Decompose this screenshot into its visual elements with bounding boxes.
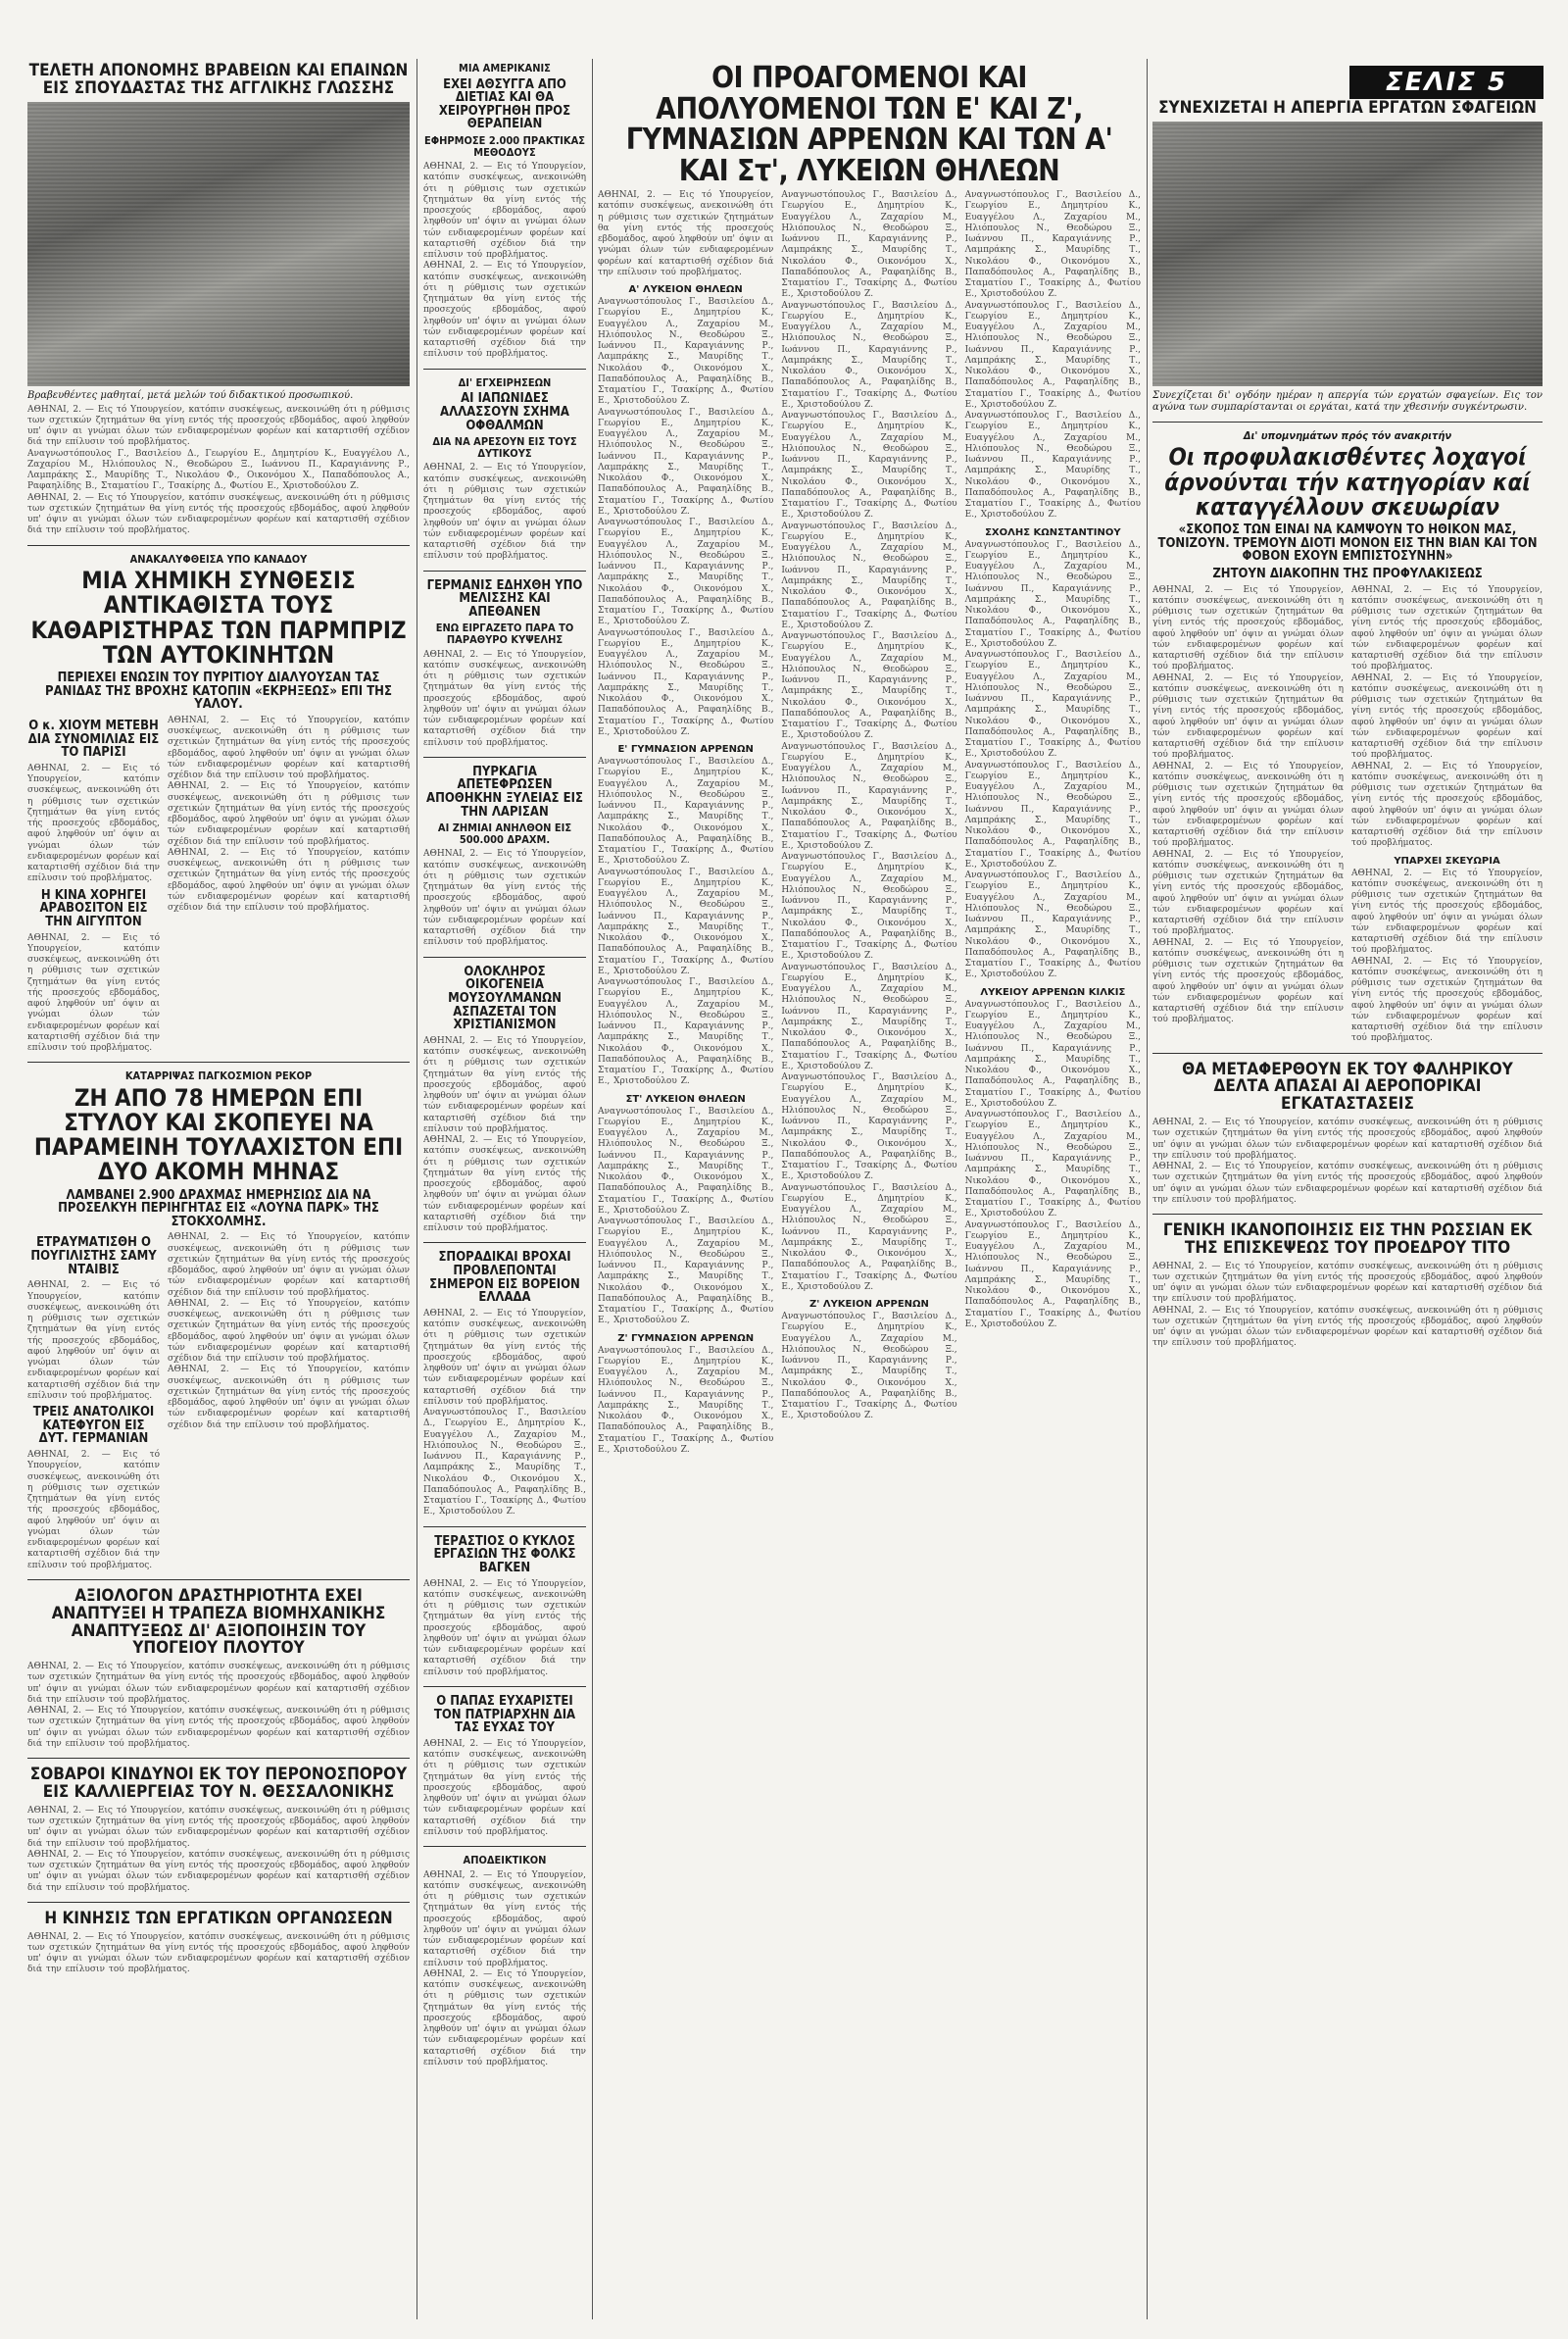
article-text: ΑΘΗΝΑΙ, 2. — Εις τό Υπουργείον, κατόπιν συσκέψεως, ανεκοινώθη ότι η ρύθμισις των σχετικών ζητημάτων θα γίνη εντός τής προσεχούς εβδομάδος, αφού ληφθούν υπ' όψιν αι γνώμαι όλων τών ενδιαφερομένων φορέων καί καταρτισθή σχέδιον διά την επίλυσιν τού προβλήματος. [27,1931,410,1975]
article-text: ΑΘΗΝΑΙ, 2. — Εις τό Υπουργείον, κατόπιν συσκέψεως, ανεκοινώθη ότι η ρύθμισις των σχετικών ζητημάτων θα γίνη εντός τής προσεχούς εβδομάδος, αφού ληφθούν υπ' όψιν αι γνώμαι όλων τών ενδιαφερομένων φορέων καί καταρτισθή σχέδιον διά την επίλυσιν τού προβλήματος. [1351,956,1543,1044]
column-schools [598,59,1141,2319]
column-second [423,59,586,2319]
section-kilkis: ΛΥΚΕΙΟΥ ΑΡΡΕΝΩΝ ΚΙΛΚΙΣ [980,986,1126,998]
names-list: Αναγνωστόπουλος Γ., Βασιλείου Δ., Γεωργίου Ε., Δημητρίου Κ., Ευαγγέλου Λ., Ζαχαρίου Μ., Ηλιόπουλος Ν., Θεοδώρου Ξ., Ιωάννου Π., Καραγιάννης Ρ., Λαμπράκης Σ., Μαυρίδης Τ., Νικολάου Φ., Οικονόμου Χ., Παπαδόπουλος Α., Ραφαηλίδης Β., Σταματίου Γ., Τσακίρης Δ., Φωτίου Ε., Χριστοδούλου Ζ. [781,190,957,300]
article-text: ΑΘΗΝΑΙ, 2. — Εις τό Υπουργείον, κατόπιν συσκέψεως, ανεκοινώθη ότι η ρύθμισις των σχετικών ζητημάτων θα γίνη εντός τής προσεχούς εβδομάδος, αφού ληφθούν υπ' όψιν αι γνώμαι όλων τών ενδιαφερομένων φορέων καί καταρτισθή σχέδιον διά την επίλυσιν τού προβλήματος. [423,1968,586,2067]
article-text: ΑΘΗΝΑΙ, 2. — Εις τό Υπουργείον, κατόπιν συσκέψεως, ανεκοινώθη ότι η ρύθμισις των σχετικών ζητημάτων θα γίνη εντός τής προσεχούς εβδομάδος, αφού ληφθούν υπ' όψιν αι γνώμαι όλων τών ενδιαφερομένων φορέων καί καταρτισθή σχέδιον διά την επίλυσιν τού προβλήματος. [168,1298,410,1365]
names-list: Αναγνωστόπουλος Γ., Βασιλείου Δ., Γεωργίου Ε., Δημητρίου Κ., Ευαγγέλου Λ., Ζαχαρίου Μ., Ηλιόπουλος Ν., Θεοδώρου Ξ., Ιωάννου Π., Καραγιάννης Ρ., Λαμπράκης Σ., Μαυρίδης Τ., Νικολάου Φ., Οικονόμου Χ., Παπαδόπουλος Α., Ραφαηλίδης Β., Σταματίου Γ., Τσακίρης Δ., Φωτίου Ε., Χριστοδούλου Ζ. [598,407,774,517]
article-text: ΑΘΗΝΑΙ, 2. — Εις τό Υπουργείον, κατόπιν συσκέψεως, ανεκοινώθη ότι η ρύθμισις των σχετικών ζητημάτων θα γίνη εντός τής προσεχούς εβδομάδος, αφού ληφθούν υπ' όψιν αι γνώμαι όλων τών ενδιαφερομένων φορέων καί καταρτισθή σχέδιον διά την επίλυσιν τού προβλήματος. [423,162,586,261]
section-z-gymnasium: Ζ' ΓΥΜΝΑΣΙΟΝ ΑΡΡΕΝΩΝ [617,1332,755,1344]
article-text: Αναγνωστόπουλος Γ., Βασιλείου Δ., Γεωργίου Ε., Δημητρίου Κ., Ευαγγέλου Λ., Ζαχαρίου Μ., Ηλιόπουλος Ν., Θεοδώρου Ξ., Ιωάννου Π., Καραγιάννης Ρ., Λαμπράκης Σ., Μαυρίδης Τ., Νικολάου Φ., Οικονόμου Χ., Παπαδόπουλος Α., Ραφαηλίδης Β., Σταματίου Γ., Τσακίρης Δ., Φωτίου Ε., Χριστοδούλου Ζ. [27,448,410,492]
article-text: ΑΘΗΝΑΙ, 2. — Εις τό Υπουργείον, κατόπιν συσκέψεως, ανεκοινώθη ότι η ρύθμισις των σχετικών ζητημάτων θα γίνη εντός τής προσεχούς εβδομάδος, αφού ληφθούν υπ' όψιν αι γνώμαι όλων τών ενδιαφερομένων φορέων καί καταρτισθή σχέδιον διά την επίλυσιν τού προβλήματος. [1152,1305,1543,1349]
article-text: ΑΘΗΝΑΙ, 2. — Εις τό Υπουργείον, κατόπιν συσκέψεως, ανεκοινώθη ότι η ρύθμισις των σχετικών ζητημάτων θα γίνη εντός τής προσεχούς εβδομάδος, αφού ληφθούν υπ' όψιν αι γνώμαι όλων τών ενδιαφερομένων φορέων καί καταρτισθή σχέδιον διά την επίλυσιν τού προβλήματος. [1152,584,1344,672]
surgery-subheadline: ΔΙΑ ΝΑ ΑΡΕΣΟΥΝ ΕΙΣ ΤΟΥΣ ΔΥΤΙΚΟΥΣ [432,435,577,460]
peronospora-headline: ΣΟΒΑΡΟΙ ΚΙΝΔΥΝΟΙ ΕΚ ΤΟΥ ΠΕΡΟΝΟΣΠΟΡΟΥ ΕΙΣ ΚΑΛΛΙΕΡΓΕΙΑΣ ΤΟΥ Ν. ΘΕΣΣΑΛΟΝΙΚΗΣ [29,1765,408,1803]
names-list: Αναγνωστόπουλος Γ., Βασιλείου Δ., Γεωργίου Ε., Δημητρίου Κ., Ευαγγέλου Λ., Ζαχαρίου Μ., Ηλιόπουλος Ν., Θεοδώρου Ξ., Ιωάννου Π., Καραγιάννης Ρ., Λαμπράκης Σ., Μαυρίδης Τ., Νικολάου Φ., Οικονόμου Χ., Παπαδόπουλος Α., Ραφαηλίδης Β., Σταματίου Γ., Τσακίρης Δ., Φωτίου Ε., Χριστοδούλου Ζ. [964,650,1141,760]
names-list: Αναγνωστόπουλος Γ., Βασιλείου Δ., Γεωργίου Ε., Δημητρίου Κ., Ευαγγέλου Λ., Ζαχαρίου Μ., Ηλιόπουλος Ν., Θεοδώρου Ξ., Ιωάννου Π., Καραγιάννης Ρ., Λαμπράκης Σ., Μαυρίδης Τ., Νικολάου Φ., Οικονόμου Χ., Παπαδόπουλος Α., Ραφαηλίδης Β., Σταματίου Γ., Τσακίρης Δ., Φωτίου Ε., Χριστοδούλου Ζ. [964,190,1141,300]
article-text: ΑΘΗΝΑΙ, 2. — Εις τό Υπουργείον, κατόπιν συσκέψεως, ανεκοινώθη ότι η ρύθμισις των σχετικών ζητημάτων θα γίνη εντός τής προσεχούς εβδομάδος, αφού ληφθούν υπ' όψιν αι γνώμαι όλων τών ενδιαφερομένων φορέων καί καταρτισθή σχέδιον διά την επίλυσιν τού προβλήματος. [27,1450,160,1570]
names-list: Αναγνωστόπουλος Γ., Βασιλείου Δ., Γεωργίου Ε., Δημητρίου Κ., Ευαγγέλου Λ., Ζαχαρίου Μ., Ηλιόπουλος Ν., Θεοδώρου Ξ., Ιωάννου Π., Καραγιάννης Ρ., Λαμπράκης Σ., Μαυρίδης Τ., Νικολάου Φ., Οικονόμου Χ., Παπαδόπουλος Α., Ραφαηλίδης Β., Σταματίου Γ., Τσακίρης Δ., Φωτίου Ε., Χριστοδούλου Ζ. [598,518,774,627]
names-list: Αναγνωστόπουλος Γ., Βασιλείου Δ., Γεωργίου Ε., Δημητρίου Κ., Ευαγγέλου Λ., Ζαχαρίου Μ., Ηλιόπουλος Ν., Θεοδώρου Ξ., Ιωάννου Π., Καραγιάννης Ρ., Λαμπράκης Σ., Μαυρίδης Τ., Νικολάου Φ., Οικονόμου Χ., Παπαδόπουλος Α., Ραφαηλίδης Β., Σταματίου Γ., Τσακίρης Δ., Φωτίου Ε., Χριστοδούλου Ζ. [781,852,957,962]
names-list: Αναγνωστόπουλος Γ., Βασιλείου Δ., Γεωργίου Ε., Δημητρίου Κ., Ευαγγέλου Λ., Ζαχαρίου Μ., Ηλιόπουλος Ν., Θεοδώρου Ξ., Ιωάννου Π., Καραγιάννης Ρ., Λαμπράκης Σ., Μαυρίδης Τ., Νικολάου Φ., Οικονόμου Χ., Παπαδόπουλος Α., Ραφαηλίδης Β., Σταματίου Γ., Τσακίρης Δ., Φωτίου Ε., Χριστοδούλου Ζ. [964,539,1141,649]
awards-photo-caption: Βραβευθέντες μαθηταί, μετά μελών τού διδακτικού προσωπικού. [27,389,354,401]
article-text: ΑΘΗΝΑΙ, 2. — Εις τό Υπουργείον, κατόπιν συσκέψεως, ανεκοινώθη ότι η ρύθμισις των σχετικών ζητημάτων θα γίνη εντός τής προσεχούς εβδομάδος, αφού ληφθούν υπ' όψιν αι γνώμαι όλων τών ενδιαφερομένων φορέων καί καταρτισθή σχέδιον διά την επίλυσιν τού προβλήματος. [1152,672,1344,761]
article-text: Αναγνωστόπουλος Γ., Βασιλείου Δ., Γεωργίου Ε., Δημητρίου Κ., Ευαγγέλου Λ., Ζαχαρίου Μ., Ηλιόπουλος Ν., Θεοδώρου Ξ., Ιωάννου Π., Καραγιάννης Ρ., Λαμπράκης Σ., Μαυρίδης Τ., Νικολάου Φ., Οικονόμου Χ., Παπαδόπουλος Α., Ραφαηλίδης Β., Σταματίου Γ., Τσακίρης Δ., Φωτίου Ε., Χριστοδούλου Ζ. [423,1408,586,1518]
suspicion-subheadline: ΥΠΑΡΧΕΙ ΣΚΕΥΩΡΙΑ [1394,855,1500,867]
article-text: ΑΘΗΝΑΙ, 2. — Εις τό Υπουργείον, κατόπιν συσκέψεως, ανεκοινώθη ότι η ρύθμισις των σχετικών ζητημάτων θα γίνη εντός τής προσεχούς εβδομάδος, αφού ληφθούν υπ' όψιν αι γνώμαι όλων τών ενδιαφερομένων φορέων καί καταρτισθή σχέδιον διά την επίλυσιν τού προβλήματος. [423,1308,586,1407]
names-list: Αναγνωστόπουλος Γ., Βασιλείου Δ., Γεωργίου Ε., Δημητρίου Κ., Ευαγγέλου Λ., Ζαχαρίου Μ., Ηλιόπουλος Ν., Θεοδώρου Ξ., Ιωάννου Π., Καραγιάννης Ρ., Λαμπράκης Σ., Μαυρίδης Τ., Νικολάου Φ., Οικονόμου Χ., Παπαδόπουλος Α., Ραφαηλίδης Β., Σταματίου Γ., Τσακίρης Δ., Φωτίου Ε., Χριστοδούλου Ζ. [964,999,1141,1109]
names-list: Αναγνωστόπουλος Γ., Βασιλείου Δ., Γεωργίου Ε., Δημητρίου Κ., Ευαγγέλου Λ., Ζαχαρίου Μ., Ηλιόπουλος Ν., Θεοδώρου Ξ., Ιωάννου Π., Καραγιάννης Ρ., Λαμπράκης Σ., Μαυρίδης Τ., Νικολάου Φ., Οικονόμου Χ., Παπαδόπουλος Α., Ραφαηλίδης Β., Σταματίου Γ., Τσακίρης Δ., Φωτίου Ε., Χριστοδούλου Ζ. [781,741,957,851]
strike-headline: ΣΥΝΕΧΙΖΕΤΑΙ Η ΑΠΕΡΓΙΑ ΕΡΓΑΤΩΝ ΣΦΑΓΕΙΩΝ [1158,98,1537,118]
divider [1152,1214,1543,1215]
names-list: Αναγνωστόπουλος Γ., Βασιλείου Δ., Γεωργίου Ε., Δημητρίου Κ., Ευαγγέλου Λ., Ζαχαρίου Μ., Ηλιόπουλος Ν., Θεοδώρου Ξ., Ιωάννου Π., Καραγιάννης Ρ., Λαμπράκης Σ., Μαυρίδης Τ., Νικολάου Φ., Οικονόμου Χ., Παπαδόπουλος Α., Ραφαηλίδης Β., Σταματίου Γ., Τσακίρης Δ., Φωτίου Ε., Χριστοδούλου Ζ. [781,521,957,630]
names-list: Αναγνωστόπουλος Γ., Βασιλείου Δ., Γεωργίου Ε., Δημητρίου Κ., Ευαγγέλου Λ., Ζαχαρίου Μ., Ηλιόπουλος Ν., Θεοδώρου Ξ., Ιωάννου Π., Καραγιάννης Ρ., Λαμπράκης Σ., Μαυρίδης Τ., Νικολάου Φ., Οικονόμου Χ., Παπαδόπουλος Α., Ραφαηλίδης Β., Σταματίου Γ., Τσακίρης Δ., Φωτίου Ε., Χριστοδούλου Ζ. [781,300,957,410]
article-text: ΑΘΗΝΑΙ, 2. — Εις τό Υπουργείον, κατόπιν συσκέψεως, ανεκοινώθη ότι η ρύθμισις των σχετικών ζητημάτων θα γίνη εντός τής προσεχούς εβδομάδος, αφού ληφθούν υπ' όψιν αι γνώμαι όλων τών ενδιαφερομένων φορέων καί καταρτισθή σχέδιον διά την επίλυσιν τού προβλήματος. [423,261,586,360]
divider [423,369,586,370]
article-text: ΑΘΗΝΑΙ, 2. — Εις τό Υπουργείον, κατόπιν συσκέψεως, ανεκοινώθη ότι η ρύθμισις των σχετικών ζητημάτων θα γίνη εντός τής προσεχούς εβδομάδος, αφού ληφθούν υπ' όψιν αι γνώμαι όλων τών ενδιαφερομένων φορέων καί καταρτισθή σχέδιον διά την επίλυσιν τού προβλήματος. [1351,761,1543,849]
names-list: Αναγνωστόπουλος Γ., Βασιλείου Δ., Γεωργίου Ε., Δημητρίου Κ., Ευαγγέλου Λ., Ζαχαρίου Μ., Ηλιόπουλος Ν., Θεοδώρου Ξ., Ιωάννου Π., Καραγιάννης Ρ., Λαμπράκης Σ., Μαυρίδης Τ., Νικολάου Φ., Οικονόμου Χ., Παπαδόπουλος Α., Ραφαηλίδης Β., Σταματίου Γ., Τσακίρης Δ., Φωτίου Ε., Χριστοδούλου Ζ. [598,867,774,976]
surgery-kicker: ΔΙ' ΕΓΧΕΙΡΗΣΕΩΝ [458,375,552,389]
article-text: ΑΘΗΝΑΙ, 2. — Εις τό Υπουργείον, κατόπιν συσκέψεως, ανεκοινώθη ότι η ρύθμισις των σχετικών ζητημάτων θα γίνη εντός τής προσεχούς εβδομάδος, αφού ληφθούν υπ' όψιν αι γνώμαι όλων τών ενδιαφερομένων φορέων καί καταρτισθή σχέδιον διά την επίλυσιν τού προβλήματος. [27,1706,410,1749]
divider [423,757,586,758]
article-text: ΑΘΗΝΑΙ, 2. — Εις τό Υπουργείον, κατόπιν συσκέψεως, ανεκοινώθη ότι η ρύθμισις των σχετικών ζητημάτων θα γίνη εντός τής προσεχούς εβδομάδος, αφού ληφθούν υπ' όψιν αι γνώμαι όλων τών ενδιαφερομένων φορέων καί καταρτισθή σχέδιον διά την επίλυσιν τού προβλήματος. [1152,1261,1543,1305]
article-text: ΑΘΗΝΑΙ, 2. — Εις τό Υπουργείον, κατόπιν συσκέψεως, ανεκοινώθη ότι η ρύθμισις των σχετικών ζητημάτων θα γίνη εντός τής προσεχούς εβδομάδος, αφού ληφθούν υπ' όψιν αι γνώμαι όλων τών ενδιαφερομένων φορέων καί καταρτισθή σχέδιον διά την επίλυσιν τού προβλήματος. [1152,1118,1543,1161]
article-text: ΑΘΗΝΑΙ, 2. — Εις τό Υπουργείον, κατόπιν συσκέψεως, ανεκοινώθη ότι η ρύθμισις των σχετικών ζητημάτων θα γίνη εντός τής προσεχούς εβδομάδος, αφού ληφθούν υπ' όψιν αι γνώμαι όλων τών ενδιαφερομένων φορέων καί καταρτισθή σχέδιον διά την επίλυσιν τού προβλήματος. [598,190,774,277]
american-kicker: ΜΙΑ ΑΜΕΡΙΚΑΝΙΣ [459,62,551,75]
canada-kicker: ΑΝΑΚΑΛΥΦΘΕΙΣΑ ΥΠΟ ΚΑΝΑΔΟΥ [129,552,308,566]
divider [27,1062,410,1063]
article-text: ΑΘΗΝΑΙ, 2. — Εις τό Υπουργείον, κατόπιν συσκέψεως, ανεκοινώθη ότι η ρύθμισις των σχετικών ζητημάτων θα γίνη εντός τής προσεχούς εβδομάδος, αφού ληφθούν υπ' όψιν αι γνώμαι όλων τών ενδιαφερομένων φορέων καί καταρτισθή σχέδιον διά την επίλυσιν τού προβλήματος. [27,1805,410,1849]
record-headline: ΖΗ ΑΠΟ 78 ΗΜΕΡΩΝ ΕΠΙ ΣΤΥΛΟΥ ΚΑΙ ΣΚΟΠΕΥΕΙ ΝΑ ΠΑΡΑΜΕΙΝΗ ΤΟΥΛΑΧΙΣΤΟΝ ΕΠΙ ΔΥΟ ΑΚΟΜΗ ΜΗΝΑΣ [33,1083,404,1186]
names-list: Αναγνωστόπουλος Γ., Βασιλείου Δ., Γεωργίου Ε., Δημητρίου Κ., Ευαγγέλου Λ., Ζαχαρίου Μ., Ηλιόπουλος Ν., Θεοδώρου Ξ., Ιωάννου Π., Καραγιάννης Ρ., Λαμπράκης Σ., Μαυρίδης Τ., Νικολάου Φ., Οικονόμου Χ., Παπαδόπουλος Α., Ραφαηλίδης Β., Σταματίου Γ., Τσακίρης Δ., Φωτίου Ε., Χριστοδούλου Ζ. [781,631,957,741]
column-right [1152,96,1543,2319]
names-list: Αναγνωστόπουλος Γ., Βασιλείου Δ., Γεωργίου Ε., Δημητρίου Κ., Ευαγγέλου Λ., Ζαχαρίου Μ., Ηλιόπουλος Ν., Θεοδώρου Ξ., Ιωάννου Π., Καραγιάννης Ρ., Λαμπράκης Σ., Μαυρίδης Τ., Νικολάου Φ., Οικονόμου Χ., Παπαδόπουλος Α., Ραφαηλίδης Β., Σταματίου Γ., Τσακίρης Δ., Φωτίου Ε., Χριστοδούλου Ζ. [781,962,957,1071]
column-rule [1147,59,1148,2319]
article-text: ΑΘΗΝΑΙ, 2. — Εις τό Υπουργείον, κατόπιν συσκέψεως, ανεκοινώθη ότι η ρύθμισις των σχετικών ζητημάτων θα γίνη εντός τής προσεχούς εβδομάδος, αφού ληφθούν υπ' όψιν αι γνώμαι όλων τών ενδιαφερομένων φορέων καί καταρτισθή σχέδιον διά την επίλυσιν τού προβλήματος. [1351,584,1543,672]
divider [423,1686,586,1687]
article-text: ΑΘΗΝΑΙ, 2. — Εις τό Υπουργείον, κατόπιν συσκέψεως, ανεκοινώθη ότι η ρύθμισις των σχετικών ζητημάτων θα γίνη εντός τής προσεχούς εβδομάδος, αφού ληφθούν υπ' όψιν αι γνώμαι όλων τών ενδιαφερομένων φορέων καί καταρτισθή σχέδιον διά την επίλυσιν τού προβλήματος. [168,1365,410,1430]
divider [423,1242,586,1243]
section-st-lyceum: ΣΤ' ΛΥΚΕΙΟΝ ΘΗΛΕΩΝ [625,1093,746,1105]
divider [27,1902,410,1903]
canada-subheadline: ΠΕΡΙΕΧΕΙ ΕΝΩΣΙΝ ΤΟΥ ΠΥΡΙΤΙΟΥ ΔΙΑΛΥΟΥΣΑΝ ΤΑΣ ΡΑΝΙΔΑΣ ΤΗΣ ΒΡΟΧΗΣ ΚΑΤΟΠΙΝ «ΕΚΡΗΞΕΩΣ» ΕΠΙ ΤΗΣ ΥΑΛΟΥ. [45,670,392,713]
american-headline: ΕΧΕΙ ΑΘΣΥΓΓΑ ΑΠΟ ΔΙΕΤΙΑΣ ΚΑΙ ΘΑ ΧΕΙΡΟΥΡΓΗΘΗ ΠΡΟΣ ΘΕΡΑΠΕΙΑΝ [438,76,571,132]
article-text: ΑΘΗΝΑΙ, 2. — Εις τό Υπουργείον, κατόπιν συσκέψεως, ανεκοινώθη ότι η ρύθμισις των σχετικών ζητημάτων θα γίνη εντός τής προσεχούς εβδομάδος, αφού ληφθούν υπ' όψιν αι γνώμαι όλων τών ενδιαφερομένων φορέων καί καταρτισθή σχέδιον διά την επίλυσιν τού προβλήματος. [1351,868,1543,956]
names-list: Αναγνωστόπουλος Γ., Βασιλείου Δ., Γεωργίου Ε., Δημητρίου Κ., Ευαγγέλου Λ., Ζαχαρίου Μ., Ηλιόπουλος Ν., Θεοδώρου Ξ., Ιωάννου Π., Καραγιάννης Ρ., Λαμπράκης Σ., Μαυρίδης Τ., Νικολάου Φ., Οικονόμου Χ., Παπαδόπουλος Α., Ραφαηλίδης Β., Σταματίου Γ., Τσακίρης Δ., Φωτίου Ε., Χριστοδούλου Ζ. [781,1182,957,1292]
names-list: Αναγνωστόπουλος Γ., Βασιλείου Δ., Γεωργίου Ε., Δημητρίου Κ., Ευαγγέλου Λ., Ζαχαρίου Μ., Ηλιόπουλος Ν., Θεοδώρου Ξ., Ιωάννου Π., Καραγιάννης Ρ., Λαμπράκης Σ., Μαυρίδης Τ., Νικολάου Φ., Οικονόμου Χ., Παπαδόπουλος Α., Ραφαηλίδης Β., Σταματίου Γ., Τσακίρης Δ., Φωτίου Ε., Χριστοδούλου Ζ. [964,411,1141,521]
article-text: ΑΘΗΝΑΙ, 2. — Εις τό Υπουργείον, κατόπιν συσκέψεως, ανεκοινώθη ότι η ρύθμισις των σχετικών ζητημάτων θα γίνη εντός τής προσεχούς εβδομάδος, αφού ληφθούν υπ' όψιν αι γνώμαι όλων τών ενδιαφερομένων φορέων καί καταρτισθή σχέδιον διά την επίλυσιν τού προβλήματος. [423,649,586,748]
divider [1152,1053,1543,1054]
canada-headline: ΜΙΑ ΧΗΜΙΚΗ ΣΥΝΘΕΣΙΣ ΑΝΤΙΚΑΘΙΣΤΑ ΤΟΥΣ ΚΑΘΑΡΙΣΤΗΡΑΣ ΤΩΝ ΠΑΡΜΠΡΙΖ ΤΩΝ ΑΥΤΟΚΙΝΗΤΩΝ [30,567,407,669]
record-kicker: ΚΑΤΑΡΡΙΨΑΣ ΠΑΓΚΟΣΜΙΟΝ ΡΕΚΟΡ [124,1070,313,1083]
article-text: ΑΘΗΝΑΙ, 2. — Εις τό Υπουργείον, κατόπιν συσκέψεως, ανεκοινώθη ότι η ρύθμισις των σχετικών ζητημάτων θα γίνη εντός τής προσεχούς εβδομάδος, αφού ληφθούν υπ' όψιν αι γνώμαι όλων τών ενδιαφερομένων φορέων καί καταρτισθή σχέδιον διά την επίλυσιν τού προβλήματος. [27,932,160,1053]
article-text: ΑΘΗΝΑΙ, 2. — Εις τό Υπουργείον, κατόπιν συσκέψεως, ανεκοινώθη ότι η ρύθμισις των σχετικών ζητημάτων θα γίνη εντός τής προσεχούς εβδομάδος, αφού ληφθούν υπ' όψιν αι γνώμαι όλων τών ενδιαφερομένων φορέων καί καταρτισθή σχέδιον διά την επίλυσιν τού προβλήματος. [168,847,410,914]
divider [27,545,410,546]
names-list: Αναγνωστόπουλος Γ., Βασιλείου Δ., Γεωργίου Ε., Δημητρίου Κ., Ευαγγέλου Λ., Ζαχαρίου Μ., Ηλιόπουλος Ν., Θεοδώρου Ξ., Ιωάννου Π., Καραγιάννης Ρ., Λαμπράκης Σ., Μαυρίδης Τ., Νικολάου Φ., Οικονόμου Χ., Παπαδόπουλος Α., Ραφαηλίδης Β., Σταματίου Γ., Τσακίρης Δ., Φωτίου Ε., Χριστοδούλου Ζ. [964,1219,1141,1329]
article-text: ΑΘΗΝΑΙ, 2. — Εις τό Υπουργείον, κατόπιν συσκέψεως, ανεκοινώθη ότι η ρύθμισις των σχετικών ζητημάτων θα γίνη εντός τής προσεχούς εβδομάδος, αφού ληφθούν υπ' όψιν αι γνώμαι όλων τών ενδιαφερομένων φορέων καί καταρτισθή σχέδιον διά την επίλυσιν τού προβλήματος. [423,1869,586,1968]
rain-headline: ΣΠΟΡΑΔΙΚΑΙ ΒΡΟΧΑΙ ΠΡΟΒΛΕΠΟΝΤΑΙ ΣΗΜΕΡΟΝ ΕΙΣ ΒΟΡΕΙΟΝ ΕΛΛΑΔΑ [429,1250,580,1306]
russia-headline: ΓΕΝΙΚΗ ΙΚΑΝΟΠΟΙΗΣΙΣ ΕΙΣ ΤΗΝ ΡΩΣΣΙΑΝ ΕΚ ΤΗΣ ΕΠΙΣΚΕΨΕΩΣ ΤΟΥ ΠΡΟΕΔΡΟΥ ΤΙΤΟ [1162,1220,1533,1258]
boxer-headline: ΕΤΡΑΥΜΑΤΙΣΘΗ Ο ΠΟΥΓΙΛΙΣΤΗΣ ΣΑΜΥ ΝΤΑΙΒΙΣ [30,1235,157,1277]
awards-photo [27,102,410,386]
section-label: ΣΕΛΙΣ 5 [1349,66,1544,99]
german-subheadline: ΕΝΩ ΕΙΡΓΑΖΕΤΟ ΠΑΡΑ ΤΟ ΠΑΡΑΘΥΡΟ ΚΥΨΕΛΗΣ [435,622,574,646]
article-text: ΑΘΗΝΑΙ, 2. — Εις τό Υπουργείον, κατόπιν συσκέψεως, ανεκοινώθη ότι η ρύθμισις των σχετικών ζητημάτων θα γίνη εντός τής προσεχούς εβδομάδος, αφού ληφθούν υπ' όψιν αι γνώμαι όλων τών ενδιαφερομένων φορέων καί καταρτισθή σχέδιον διά την επίλυσιν τού προβλήματος. [1152,937,1344,1025]
names-list: Αναγνωστόπουλος Γ., Βασιλείου Δ., Γεωργίου Ε., Δημητρίου Κ., Ευαγγέλου Λ., Ζαχαρίου Μ., Ηλιόπουλος Ν., Θεοδώρου Ξ., Ιωάννου Π., Καραγιάννης Ρ., Λαμπράκης Σ., Μαυρίδης Τ., Νικολάου Φ., Οικονόμου Χ., Παπαδόπουλος Α., Ραφαηλίδης Β., Σταματίου Γ., Τσακίρης Δ., Φωτίου Ε., Χριστοδούλου Ζ. [781,411,957,521]
section-a-lyceum: Α' ΛΥΚΕΙΟΝ ΘΗΛΕΩΝ [628,284,743,295]
divider [423,957,586,958]
article-text: ΑΘΗΝΑΙ, 2. — Εις τό Υπουργείον, κατόπιν συσκέψεως, ανεκοινώθη ότι η ρύθμισις των σχετικών ζητημάτων θα γίνη εντός τής προσεχούς εβδομάδος, αφού ληφθούν υπ' όψιν αι γνώμαι όλων τών ενδιαφερομένων φορέων καί καταρτισθή σχέδιον διά την επίλυσιν τού προβλήματος. [423,849,586,948]
names-list: Αναγνωστόπουλος Γ., Βασιλείου Δ., Γεωργίου Ε., Δημητρίου Κ., Ευαγγέλου Λ., Ζαχαρίου Μ., Ηλιόπουλος Ν., Θεοδώρου Ξ., Ιωάννου Π., Καραγιάννης Ρ., Λαμπράκης Σ., Μαυρίδης Τ., Νικολάου Φ., Οικονόμου Χ., Παπαδόπουλος Α., Ραφαηλίδης Β., Σταματίου Γ., Τσακίρης Δ., Φωτίου Ε., Χριστοδούλου Ζ. [964,871,1141,980]
surgery-headline: ΑΙ ΙΑΠΩΝΙΔΕΣ ΑΛΛΑΣΣΟΥΝ ΣΧΗΜΑ ΟΦΘΑΛΜΩΝ [440,391,569,433]
divider [27,1579,410,1580]
article-text: ΑΘΗΝΑΙ, 2. — Εις τό Υπουργείον, κατόπιν συσκέψεως, ανεκοινώθη ότι η ρύθμισις των σχετικών ζητημάτων θα γίνη εντός τής προσεχούς εβδομάδος, αφού ληφθούν υπ' όψιν αι γνώμαι όλων τών ενδιαφερομένων φορέων καί καταρτισθή σχέδιον διά την επίλυσιν τού προβλήματος. [423,1035,586,1134]
awards-headline: ΤΕΛΕΤΗ ΑΠΟΝΟΜΗΣ ΒΡΑΒΕΙΩΝ ΚΑΙ ΕΠΑΙΝΩΝ ΕΙΣ ΣΠΟΥΔΑΣΤΑΣ ΤΗΣ ΑΓΓΛΙΚΗΣ ΓΛΩΣΣΗΣ [28,61,409,98]
record-subheadline: ΛΑΜΒΑΝΕΙ 2.900 ΔΡΑΧΜΑΣ ΗΜΕΡΗΣΙΩΣ ΔΙΑ ΝΑ ΠΡΟΣΕΛΚΥΗ ΠΕΡΙΗΓΗΤΑΣ ΕΙΣ «ΛΟΥΝΑ ΠΑΡΚ» ΤΗΣ ΣΤΟΚΧΟΛΜΗΣ. [58,1187,379,1229]
article-text: ΑΘΗΝΑΙ, 2. — Εις τό Υπουργείον, κατόπιν συσκέψεως, ανεκοινώθη ότι η ρύθμισις των σχετικών ζητημάτων θα γίνη εντός τής προσεχούς εβδομάδος, αφού ληφθούν υπ' όψιν αι γνώμαι όλων τών ενδιαφερομένων φορέων καί καταρτισθή σχέδιον διά την επίλυσιν τού προβλήματος. [423,1135,586,1234]
german-headline: ΓΕΡΜΑΝΙΣ ΕΔΗΧΘΗ ΥΠΟ ΜΕΛΙΣΣΗΣ ΚΑΙ ΑΠΕΘΑΝΕΝ [426,577,583,620]
strike-photo-caption: Συνεχίζεται δι' ογδόην ημέραν η απεργία τών εργατών σφαγείων. Εις τον αγώνα των συμπαρίστανται οι εργάται, κατά την χθεσινήν συγκέντρωσιν. [1152,389,1543,413]
article-text: ΑΘΗΝΑΙ, 2. — Εις τό Υπουργείον, κατόπιν συσκέψεως, ανεκοινώθη ότι η ρύθμισις των σχετικών ζητημάτων θα γίνη εντός τής προσεχούς εβδομάδος, αφού ληφθούν υπ' όψιν αι γνώμαι όλων τών ενδιαφερομένων φορέων καί καταρτισθή σχέδιον διά την επίλυσιν τού προβλήματος. [27,763,160,884]
column-rule [592,59,593,2319]
article-text: ΑΘΗΝΑΙ, 2. — Εις τό Υπουργείον, κατόπιν συσκέψεως, ανεκοινώθη ότι η ρύθμισις των σχετικών ζητημάτων θα γίνη εντός τής προσεχούς εβδομάδος, αφού ληφθούν υπ' όψιν αι γνώμαι όλων τών ενδιαφερομένων φορέων καί καταρτισθή σχέδιον διά την επίλυσιν τού προβλήματος. [168,1232,410,1298]
names-list: Αναγνωστόπουλος Γ., Βασιλείου Δ., Γεωργίου Ε., Δημητρίου Κ., Ευαγγέλου Λ., Ζαχαρίου Μ., Ηλιόπουλος Ν., Θεοδώρου Ξ., Ιωάννου Π., Καραγιάννης Ρ., Λαμπράκης Σ., Μαυρίδης Τ., Νικολάου Φ., Οικονόμου Χ., Παπαδόπουλος Α., Ραφαηλίδης Β., Σταματίου Γ., Τσακίρης Δ., Φωτίου Ε., Χριστοδούλου Ζ. [781,1312,957,1421]
column-left [27,59,410,2319]
divider [423,1526,586,1527]
family-headline: ΟΛΟΚΛΗΡΟΣ ΟΙΚΟΓΕΝΕΙΑ ΜΟΥΣΟΥΛΜΑΝΩΝ ΑΣΠΑΖΕΤΑΙ ΤΟΝ ΧΡΙΣΤΙΑΝΙΣΜΟΝ [448,964,562,1033]
article-text: ΑΘΗΝΑΙ, 2. — Εις τό Υπουργείον, κατόπιν συσκέψεως, ανεκοινώθη ότι η ρύθμισις των σχετικών ζητημάτων θα γίνη εντός τής προσεχούς εβδομάδος, αφού ληφθούν υπ' όψιν αι γνώμαι όλων τών ενδιαφερομένων φορέων καί καταρτισθή σχέδιον διά την επίλυσιν τού προβλήματος. [423,1578,586,1677]
column-rule [416,59,417,2319]
names-list: Αναγνωστόπουλος Γ., Βασιλείου Δ., Γεωργίου Ε., Δημητρίου Κ., Ευαγγέλου Λ., Ζαχαρίου Μ., Ηλιόπουλος Ν., Θεοδώρου Ξ., Ιωάννου Π., Καραγιάννης Ρ., Λαμπράκης Σ., Μαυρίδης Τ., Νικολάου Φ., Οικονόμου Χ., Παπαδόπουλος Α., Ραφαηλίδης Β., Σταματίου Γ., Τσακίρης Δ., Φωτίου Ε., Χριστοδούλου Ζ. [781,1072,957,1182]
memo-subheadline: ΖΗΤΟΥΝ ΔΙΑΚΟΠΗΝ ΤΗΣ ΠΡΟΦΥΛΑΚΙΣΕΩΣ [1212,566,1483,581]
article-text: ΑΘΗΝΑΙ, 2. — Εις τό Υπουργείον, κατόπιν συσκέψεως, ανεκοινώθη ότι η ρύθμισις των σχετικών ζητημάτων θα γίνη εντός τής προσεχούς εβδομάδος, αφού ληφθούν υπ' όψιν αι γνώμαι όλων τών ενδιαφερομένων φορέων καί καταρτισθή σχέδιον διά την επίλυσιν τού προβλήματος. [27,404,410,448]
article-text: ΑΘΗΝΑΙ, 2. — Εις τό Υπουργείον, κατόπιν συσκέψεως, ανεκοινώθη ότι η ρύθμισις των σχετικών ζητημάτων θα γίνη εντός τής προσεχούς εβδομάδος, αφού ληφθούν υπ' όψιν αι γνώμαι όλων τών ενδιαφερομένων φορέων καί καταρτισθή σχέδιον διά την επίλυσιν τού προβλήματος. [168,781,410,847]
names-list: Αναγνωστόπουλος Γ., Βασιλείου Δ., Γεωργίου Ε., Δημητρίου Κ., Ευαγγέλου Λ., Ζαχαρίου Μ., Ηλιόπουλος Ν., Θεοδώρου Ξ., Ιωάννου Π., Καραγιάννης Ρ., Λαμπράκης Σ., Μαυρίδης Τ., Νικολάου Φ., Οικονόμου Χ., Παπαδόπουλος Α., Ραφαηλίδης Β., Σταματίου Γ., Τσακίρης Δ., Φωτίου Ε., Χριστοδούλου Ζ. [598,627,774,737]
divider [423,1846,586,1847]
china-headline: Η ΚΙΝΑ ΧΟΡΗΓΕΙ ΑΡΑΒΟΣΙΤΟΝ ΕΙΣ ΤΗΝ ΑΙΓΥΠΤΟΝ [39,887,148,929]
schools-main-headline: ΟΙ ΠΡΟΑΓΟΜΕΝΟΙ ΚΑΙ ΑΠΟΛΥΟΜΕΝΟΙ ΤΩΝ Ε' ΚΑΙ Ζ', ΓΥΜΝΑΣΙΩΝ ΑΡΡΕΝΩΝ ΚΑΙ ΤΩΝ Α' ΚΑΙ Στ', ΛΥΚΕΙΩΝ ΘΗΛΕΩΝ [625,61,1113,188]
names-list: Αναγνωστόπουλος Γ., Βασιλείου Δ., Γεωργίου Ε., Δημητρίου Κ., Ευαγγέλου Λ., Ζαχαρίου Μ., Ηλιόπουλος Ν., Θεοδώρου Ξ., Ιωάννου Π., Καραγιάννης Ρ., Λαμπράκης Σ., Μαυρίδης Τ., Νικολάου Φ., Οικονόμου Χ., Παπαδόπουλος Α., Ραφαηλίδης Β., Σταματίου Γ., Τσακίρης Δ., Φωτίου Ε., Χριστοδούλου Ζ. [598,1106,774,1216]
names-list: Αναγνωστόπουλος Γ., Βασιλείου Δ., Γεωργίου Ε., Δημητρίου Κ., Ευαγγέλου Λ., Ζαχαρίου Μ., Ηλιόπουλος Ν., Θεοδώρου Ξ., Ιωάννου Π., Καραγιάννης Ρ., Λαμπράκης Σ., Μαυρίδης Τ., Νικολάου Φ., Οικονόμου Χ., Παπαδόπουλος Α., Ραφαηλίδης Β., Σταματίου Γ., Τσακίρης Δ., Φωτίου Ε., Χριστοδούλου Ζ. [598,297,774,407]
divider [27,1758,410,1759]
fire-subheadline: ΑΙ ΖΗΜΙΑΙ ΑΝΗΛΘΟΝ ΕΙΣ 500.000 ΔΡΑΧΜ. [437,821,572,846]
article-text: ΑΘΗΝΑΙ, 2. — Εις τό Υπουργείον, κατόπιν συσκέψεως, ανεκοινώθη ότι η ρύθμισις των σχετικών ζητημάτων θα γίνη εντός τής προσεχούς εβδομάδος, αφού ληφθούν υπ' όψιν αι γνώμαι όλων τών ενδιαφερομένων φορέων καί καταρτισθή σχέδιον διά την επίλυσιν τού προβλήματος. [1152,849,1344,937]
article-text: ΑΘΗΝΑΙ, 2. — Εις τό Υπουργείον, κατόπιν συσκέψεως, ανεκοινώθη ότι η ρύθμισις των σχετικών ζητημάτων θα γίνη εντός τής προσεχούς εβδομάδος, αφού ληφθούν υπ' όψιν αι γνώμαι όλων τών ενδιαφερομένων φορέων καί καταρτισθή σχέδιον διά την επίλυσιν τού προβλήματος. [1351,672,1543,761]
names-list: Αναγνωστόπουλος Γ., Βασιλείου Δ., Γεωργίου Ε., Δημητρίου Κ., Ευαγγέλου Λ., Ζαχαρίου Μ., Ηλιόπουλος Ν., Θεοδώρου Ξ., Ιωάννου Π., Καραγιάννης Ρ., Λαμπράκης Σ., Μαυρίδης Τ., Νικολάου Φ., Οικονόμου Χ., Παπαδόπουλος Α., Ραφαηλίδης Β., Σταματίου Γ., Τσακίρης Δ., Φωτίου Ε., Χριστοδούλου Ζ. [598,977,774,1087]
names-list: Αναγνωστόπουλος Γ., Βασιλείου Δ., Γεωργίου Ε., Δημητρίου Κ., Ευαγγέλου Λ., Ζαχαρίου Μ., Ηλιόπουλος Ν., Θεοδώρου Ξ., Ιωάννου Π., Καραγιάννης Ρ., Λαμπράκης Σ., Μαυρίδης Τ., Νικολάου Φ., Οικονόμου Χ., Παπαδόπουλος Α., Ραφαηλίδης Β., Σταματίου Γ., Τσακίρης Δ., Φωτίου Ε., Χριστοδούλου Ζ. [598,1345,774,1455]
article-text: ΑΘΗΝΑΙ, 2. — Εις τό Υπουργείον, κατόπιν συσκέψεως, ανεκοινώθη ότι η ρύθμισις των σχετικών ζητημάτων θα γίνη εντός τής προσεχούς εβδομάδος, αφού ληφθούν υπ' όψιν αι γνώμαι όλων τών ενδιαφερομένων φορέων καί καταρτισθή σχέδιον διά την επίλυσιν τού προβλήματος. [423,1738,586,1837]
names-list: Αναγνωστόπουλος Γ., Βασιλείου Δ., Γεωργίου Ε., Δημητρίου Κ., Ευαγγέλου Λ., Ζαχαρίου Μ., Ηλιόπουλος Ν., Θεοδώρου Ξ., Ιωάννου Π., Καραγιάννης Ρ., Λαμπράκης Σ., Μαυρίδης Τ., Νικολάου Φ., Οικονόμου Χ., Παπαδόπουλος Α., Ραφαηλίδης Β., Σταματίου Γ., Τσακίρης Δ., Φωτίου Ε., Χριστοδούλου Ζ. [964,760,1141,870]
fire-headline: ΠΥΡΚΑΓΙΑ ΑΠΕΤΕΦΡΩΣΕΝ ΑΠΟΘΗΚΗΝ ΞΥΛΕΙΑΣ ΕΙΣ ΤΗΝ ΛΑΡΙΣΑΝ [426,764,583,820]
receipt-headline: ΑΠΟΔΕΙΚΤΙΚΟΝ [463,1854,547,1867]
section-z-lyceum: Ζ' ΛΥΚΕΙΟΝ ΑΡΡΕΝΩΝ [809,1299,929,1310]
strike-photo [1152,122,1543,386]
memo-quote: «ΣΚΟΠΟΣ ΤΩΝ ΕΙΝΑΙ ΝΑ ΚΑΜΨΟΥΝ ΤΟ ΗΘΙΚΟΝ ΜΑΣ, ΤΟΝΙΖΟΥΝ. ΤΡΕΜΟΥΝ ΔΙΟΤΙ ΜΟΝΟΝ ΕΙΣ ΤΗΝ ΒΙΑΝ ΚΑΙ ΤΟΝ ΦΟΒΟΝ ΕΧΟΥΝ ΕΜΠΙΣΤΟΣΥΝΗΝ» [1157,522,1538,565]
article-text: ΑΘΗΝΑΙ, 2. — Εις τό Υπουργείον, κατόπιν συσκέψεως, ανεκοινώθη ότι η ρύθμισις των σχετικών ζητημάτων θα γίνη εντός τής προσεχούς εβδομάδος, αφού ληφθούν υπ' όψιν αι γνώμαι όλων τών ενδιαφερομένων φορέων καί καταρτισθή σχέδιον διά την επίλυσιν τού προβλήματος. [1152,761,1344,849]
divider [1152,422,1543,423]
germany-headline: ΤΡΕΙΣ ΑΝΑΤΟΛΙΚΟΙ ΚΑΤΕΦΥΓΟΝ ΕΙΣ ΔΥΤ. ΓΕΡΜΑΝΙΑΝ [32,1405,155,1447]
article-text: ΑΘΗΝΑΙ, 2. — Εις τό Υπουργείον, κατόπιν συσκέψεως, ανεκοινώθη ότι η ρύθμισις των σχετικών ζητημάτων θα γίνη εντός τής προσεχούς εβδομάδος, αφού ληφθούν υπ' όψιν αι γνώμαι όλων τών ενδιαφερομένων φορέων καί καταρτισθή σχέδιον διά την επίλυσιν τού προβλήματος. [27,1849,410,1893]
names-list: Αναγνωστόπουλος Γ., Βασιλείου Δ., Γεωργίου Ε., Δημητρίου Κ., Ευαγγέλου Λ., Ζαχαρίου Μ., Ηλιόπουλος Ν., Θεοδώρου Ξ., Ιωάννου Π., Καραγιάννης Ρ., Λαμπράκης Σ., Μαυρίδης Τ., Νικολάου Φ., Οικονόμου Χ., Παπαδόπουλος Α., Ραφαηλίδης Β., Σταματίου Γ., Τσακίρης Δ., Φωτίου Ε., Χριστοδούλου Ζ. [964,300,1141,410]
article-text: ΑΘΗΝΑΙ, 2. — Εις τό Υπουργείον, κατόπιν συσκέψεως, ανεκοινώθη ότι η ρύθμισις των σχετικών ζητημάτων θα γίνη εντός τής προσεχούς εβδομάδος, αφού ληφθούν υπ' όψιν αι γνώμαι όλων τών ενδιαφερομένων φορέων καί καταρτισθή σχέδιον διά την επίλυσιν τού προβλήματος. [423,463,586,562]
section-constantinou: ΣΧΟΛΗΣ ΚΩΝΣΤΑΝΤΙΝΟΥ [985,526,1121,538]
labor-headline: Η ΚΙΝΗΣΙΣ ΤΩΝ ΕΡΓΑΤΙΚΩΝ ΟΡΓΑΝΩΣΕΩΝ [44,1908,393,1928]
section-e-gymnasium: Ε' ΓΥΜΝΑΣΙΟΝ ΑΡΡΕΝΩΝ [617,744,754,755]
heath-headline: Ο κ. ΧΙΟΥΜ ΜΕΤΕΒΗ ΔΙΑ ΣΥΝΟΜΙΛΙΑΣ ΕΙΣ ΤΟ ΠΑΡΙΣΙ [27,718,160,761]
names-list: Αναγνωστόπουλος Γ., Βασιλείου Δ., Γεωργίου Ε., Δημητρίου Κ., Ευαγγέλου Λ., Ζαχαρίου Μ., Ηλιόπουλος Ν., Θεοδώρου Ξ., Ιωάννου Π., Καραγιάννης Ρ., Λαμπράκης Σ., Μαυρίδης Τ., Νικολάου Φ., Οικονόμου Χ., Παπαδόπουλος Α., Ραφαηλίδης Β., Σταματίου Γ., Τσακίρης Δ., Φωτίου Ε., Χριστοδούλου Ζ. [598,757,774,867]
american-subheadline: ΕΦΗΡΜΟΣΕ 2.000 ΠΡΑΚΤΙΚΑΣ ΜΕΘΟΔΟΥΣ [423,134,586,159]
bank-headline: ΑΞΙΟΛΟΓΟΝ ΔΡΑΣΤΗΡΙΟΤΗΤΑ ΕΧΕΙ ΑΝΑΠΤΥΞΕΙ Η ΤΡΑΠΕΖΑ ΒΙΟΜΗΧΑΝΙΚΗΣ ΑΝΑΠΤΥΞΕΩΣ ΔΙ' ΑΞΙΟΠΟΙΗΣΙΝ ΤΟΥ ΥΠΟΓΕΙΟΥ ΠΛΟΥΤΟΥ [51,1585,386,1659]
article-text: ΑΘΗΝΑΙ, 2. — Εις τό Υπουργείον, κατόπιν συσκέψεως, ανεκοινώθη ότι η ρύθμισις των σχετικών ζητημάτων θα γίνη εντός τής προσεχούς εβδομάδος, αφού ληφθούν υπ' όψιν αι γνώμαι όλων τών ενδιαφερομένων φορέων καί καταρτισθή σχέδιον διά την επίλυσιν τού προβλήματος. [1152,1162,1543,1205]
shift-headline: ΘΑ ΜΕΤΑΦΕΡΘΟΥΝ ΕΚ ΤΟΥ ΦΑΛΗΡΙΚΟΥ ΔΕΛΤΑ ΑΠΑΣΑΙ ΑΙ ΑΕΡΟΠΟΡΙΚΑΙ ΕΓΚΑΤΑΣΤΑΣΕΙΣ [1182,1059,1513,1115]
names-list: Αναγνωστόπουλος Γ., Βασιλείου Δ., Γεωργίου Ε., Δημητρίου Κ., Ευαγγέλου Λ., Ζαχαρίου Μ., Ηλιόπουλος Ν., Θεοδώρου Ξ., Ιωάννου Π., Καραγιάννης Ρ., Λαμπράκης Σ., Μαυρίδης Τ., Νικολάου Φ., Οικονόμου Χ., Παπαδόπουλος Α., Ραφαηλίδης Β., Σταματίου Γ., Τσακίρης Δ., Φωτίου Ε., Χριστοδούλου Ζ. [598,1217,774,1326]
article-text: ΑΘΗΝΑΙ, 2. — Εις τό Υπουργείον, κατόπιν συσκέψεως, ανεκοινώθη ότι η ρύθμισις των σχετικών ζητημάτων θα γίνη εντός τής προσεχούς εβδομάδος, αφού ληφθούν υπ' όψιν αι γνώμαι όλων τών ενδιαφερομένων φορέων καί καταρτισθή σχέδιον διά την επίλυσιν τού προβλήματος. [27,492,410,536]
pope-headline: Ο ΠΑΠΑΣ ΕΥΧΑΡΙΣΤΕΙ ΤΟΝ ΠΑΤΡΙΑΡΧΗΝ ΔΙΑ ΤΑΣ ΕΥΧΑΣ ΤΟΥ [433,1693,576,1736]
divider [423,571,586,572]
names-list: Αναγνωστόπουλος Γ., Βασιλείου Δ., Γεωργίου Ε., Δημητρίου Κ., Ευαγγέλου Λ., Ζαχαρίου Μ., Ηλιόπουλος Ν., Θεοδώρου Ξ., Ιωάννου Π., Καραγιάννης Ρ., Λαμπράκης Σ., Μαυρίδης Τ., Νικολάου Φ., Οικονόμου Χ., Παπαδόπουλος Α., Ραφαηλίδης Β., Σταματίου Γ., Τσακίρης Δ., Φωτίου Ε., Χριστοδούλου Ζ. [964,1110,1141,1219]
memo-headline: Οι προφυλακισθέντες λοχαγοί άρνούνται τήν κατηγορίαν καί καταγγέλλουν σκευωρίαν [1164,443,1531,521]
memo-kicker: Δι' υπομνημάτων πρός τόν ανακριτήν [1243,428,1452,442]
article-text: ΑΘΗΝΑΙ, 2. — Εις τό Υπουργείον, κατόπιν συσκέψεως, ανεκοινώθη ότι η ρύθμισις των σχετικών ζητημάτων θα γίνη εντός τής προσεχούς εβδομάδος, αφού ληφθούν υπ' όψιν αι γνώμαι όλων τών ενδιαφερομένων φορέων καί καταρτισθή σχέδιον διά την επίλυσιν τού προβλήματος. [168,715,410,781]
vw-headline: ΤΕΡΑΣΤΙΟΣ Ο ΚΥΚΛΟΣ ΕΡΓΑΣΙΩΝ ΤΗΣ ΦΟΛΚΣ ΒΑΓΚΕΝ [433,1533,576,1575]
article-text: ΑΘΗΝΑΙ, 2. — Εις τό Υπουργείον, κατόπιν συσκέψεως, ανεκοινώθη ότι η ρύθμισις των σχετικών ζητημάτων θα γίνη εντός τής προσεχούς εβδομάδος, αφού ληφθούν υπ' όψιν αι γνώμαι όλων τών ενδιαφερομένων φορέων καί καταρτισθή σχέδιον διά την επίλυσιν τού προβλήματος. [27,1280,160,1401]
article-text: ΑΘΗΝΑΙ, 2. — Εις τό Υπουργείον, κατόπιν συσκέψεως, ανεκοινώθη ότι η ρύθμισις των σχετικών ζητημάτων θα γίνη εντός τής προσεχούς εβδομάδος, αφού ληφθούν υπ' όψιν αι γνώμαι όλων τών ενδιαφερομένων φορέων καί καταρτισθή σχέδιον διά την επίλυσιν τού προβλήματος. [27,1662,410,1705]
